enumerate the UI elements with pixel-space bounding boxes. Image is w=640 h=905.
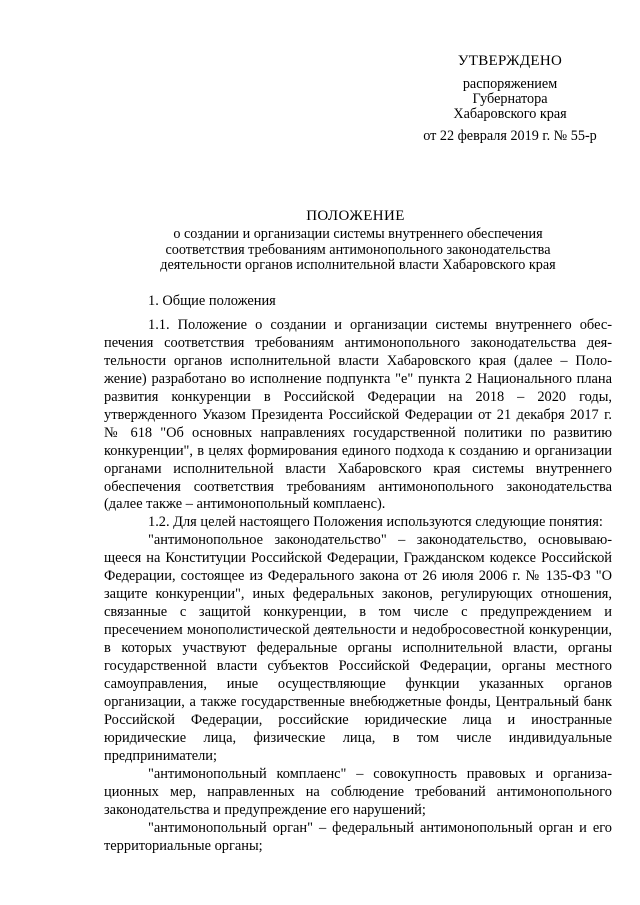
approval-header: УТВЕРЖДЕНО bbox=[457, 53, 563, 69]
approval-line-governor: Губернатора bbox=[472, 91, 548, 107]
approval-line-order: распоряжением bbox=[462, 76, 558, 92]
approval-block bbox=[392, 54, 628, 144]
document-body bbox=[104, 293, 612, 856]
paragraph-1-2: 1.2. Для целей настоящего Положения используются следующие понятия: bbox=[148, 514, 603, 531]
definition-antimonopoly-compliance: "антимонопольный комплаенс" – совокупность правовых и организационных мер, направленных на соблюдение требований антимонопольного законодательства и предупреждение его нарушений; bbox=[104, 765, 612, 818]
definition-antimonopoly-authority: "антимонопольный орган" – федеральный антимонопольный орган и его территориальные органы; bbox=[104, 819, 612, 854]
paragraph-1-1: 1.1. Положение о создании и организации системы внутреннего обеспечения соответствия требованиям антимонопольного законодательства деятельности органов исполнительной власти Хабаровского края (далее – Положение) разработано во исполнение подпункта "е" пункта 2 Национального плана развития конкуренции в Российской Федерации на 2018 – 2020 годы, утвержденного Указом Президента Российской Федерации от 21 декабря 2017 г. № 618 "Об основных направлениях государственной политики по развитию конкуренции", в целях формирования единого подхода к созданию и организации органами исполнительной власти Хабаровского края системы внутреннего обеспечения соответствия требованиям антимонопольного законодательства (далее также – антимонопольный комплаенс). bbox=[104, 316, 612, 513]
approval-date: от 22 февраля 2019 г. № 55-р bbox=[423, 128, 597, 144]
definition-antimonopoly-law: "антимонопольное законодательство" – законодательство, основывающееся на Конституции Российской Федерации, Гражданском кодексе Российской Федерации, состоящее из Федерального закона от 26 июля 2006 г. № 135-ФЗ "О защите конкуренции", иных федеральных законов, регулирующих отношения, связанные с защитой конкуренции, в том числе с предупреждением и пресечением монополистической деятельности и недобросовестной конкуренции, в которых участвуют федеральные органы исполнительной власти, органы государственной власти субъектов Российской Федерации, органы местного самоуправления, иные осуществляющие функции указанных органов организации, а также государственные внебюджетные фонды, Центральный банк Российской Федерации, российские юридические лица и иностранные юридические лица, физические лица, в том числе индивидуальные предприниматели; bbox=[104, 532, 612, 764]
document-title: ПОЛОЖЕНИЕ bbox=[306, 208, 405, 224]
approval-line-region: Хабаровского края bbox=[453, 106, 567, 122]
section-heading: 1. Общие положения bbox=[148, 293, 276, 309]
document-subtitle: о создании и организации системы внутреннего обеспечения соответствия требованиям антимонопольного законодательства деятельности органов исполнительной власти Хабаровского края bbox=[160, 226, 556, 273]
